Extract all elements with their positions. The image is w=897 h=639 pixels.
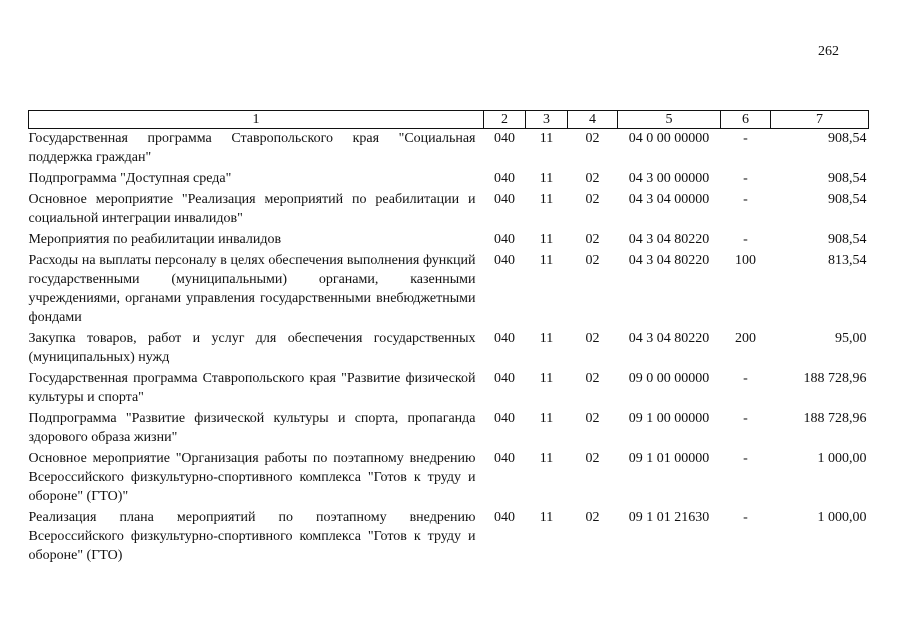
row-target-article: 04 3 04 00000 [628,192,710,207]
row-amount: 908,54 [828,171,867,186]
row-target-article: 04 3 04 80220 [628,253,710,268]
row-ministry-code: 040 [494,192,515,207]
row-target-article: 09 0 00 00000 [628,371,710,386]
row-subsection: 02 [585,232,600,247]
row-subsection: 02 [585,253,600,268]
header-col-5: 5 [618,111,721,129]
row-subsection: 02 [585,131,600,146]
row-amount: 908,54 [828,131,867,146]
row-amount: 908,54 [828,232,867,247]
row-target-article: 04 3 04 80220 [628,232,710,247]
row-ministry-code: 040 [494,371,515,386]
row-name: Подпрограмма "Развитие физической культуры и спорта, пропаганда здорового образа жизни" [28,411,476,445]
row-section: 11 [539,253,554,268]
row-name: Подпрограмма "Доступная среда" [28,171,232,186]
table-row [29,230,869,251]
row-section: 11 [539,232,554,247]
table-row [29,129,869,170]
row-section: 11 [539,411,554,426]
row-section: 11 [539,451,554,466]
row-target-article: 04 0 00 00000 [628,131,710,146]
row-ministry-code: 040 [494,171,515,186]
row-expense-type: - [743,131,748,146]
header-col-6: 6 [721,111,771,129]
row-name: Государственная программа Ставропольского края "Развитие физической культуры и спорта" [28,371,476,405]
row-expense-type: - [743,232,748,247]
row-name: Расходы на выплаты персоналу в целях обеспечения выполнения функций государственными (муниципальными) органами, казенными учреждениями, органами управления государственными внебюджетными фондами [28,253,476,325]
row-expense-type: 100 [735,253,756,268]
row-subsection: 02 [585,371,600,386]
row-section: 11 [539,171,554,186]
row-amount: 188 728,96 [803,411,867,426]
header-col-3: 3 [526,111,568,129]
row-subsection: 02 [585,451,600,466]
row-name: Основное мероприятие "Организация работы по поэтапному внедрению Всероссийского физкультурно-спортивного комплекса "Готов к труду и обороне" (ГТО)" [28,451,476,504]
row-amount: 1 000,00 [817,510,867,525]
table-row [29,409,869,449]
row-target-article: 09 1 01 00000 [628,451,710,466]
row-amount: 188 728,96 [803,371,867,386]
row-ministry-code: 040 [494,510,515,525]
budget-table [28,110,869,567]
row-expense-type: - [743,411,748,426]
table-row [29,190,869,230]
row-name: Закупка товаров, работ и услуг для обеспечения государственных (муниципальных) нужд [28,331,476,365]
row-expense-type: - [743,192,748,207]
row-expense-type: - [743,451,748,466]
row-section: 11 [539,371,554,386]
row-target-article: 09 1 01 21630 [628,510,710,525]
row-expense-type: - [743,371,748,386]
table-row [29,251,869,329]
row-target-article: 04 3 00 00000 [628,171,710,186]
row-ministry-code: 040 [494,131,515,146]
row-amount: 813,54 [828,253,867,268]
page-number: 262 [818,44,839,59]
table-row [29,169,869,190]
row-section: 11 [539,510,554,525]
row-ministry-code: 040 [494,411,515,426]
table-row [29,449,869,508]
row-ministry-code: 040 [494,232,515,247]
row-expense-type: - [743,510,748,525]
row-section: 11 [539,331,554,346]
row-subsection: 02 [585,331,600,346]
header-col-1: 1 [29,111,484,129]
table-row [29,369,869,409]
row-amount: 1 000,00 [817,451,867,466]
header-col-2: 2 [484,111,526,129]
row-ministry-code: 040 [494,253,515,268]
row-subsection: 02 [585,192,600,207]
row-subsection: 02 [585,411,600,426]
header-row [29,111,869,129]
row-subsection: 02 [585,171,600,186]
header-col-7: 7 [771,111,869,129]
row-name: Государственная программа Ставропольского края "Социальная поддержка граждан" [28,131,476,165]
row-name: Основное мероприятие "Реализация мероприятий по реабилитации и социальной интеграции инвалидов" [28,192,476,226]
row-expense-type: - [743,171,748,186]
table-row [29,508,869,567]
row-target-article: 09 1 00 00000 [628,411,710,426]
row-amount: 95,00 [835,331,867,346]
row-target-article: 04 3 04 80220 [628,331,710,346]
table-row [29,329,869,369]
row-section: 11 [539,131,554,146]
row-amount: 908,54 [828,192,867,207]
row-ministry-code: 040 [494,451,515,466]
row-subsection: 02 [585,510,600,525]
row-name: Мероприятия по реабилитации инвалидов [28,232,282,247]
header-col-4: 4 [568,111,618,129]
row-ministry-code: 040 [494,331,515,346]
row-section: 11 [539,192,554,207]
row-expense-type: 200 [735,331,756,346]
row-name: Реализация плана мероприятий по поэтапному внедрению Всероссийского физкультурно-спортивного комплекса "Готов к труду и обороне" (ГТО) [28,510,476,563]
